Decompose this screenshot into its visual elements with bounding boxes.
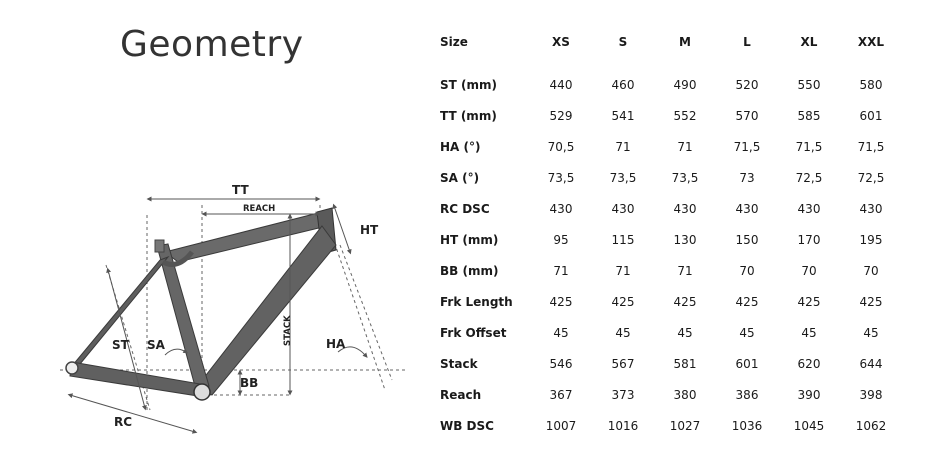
table-row (432, 100, 902, 131)
table-cell: 390 (797, 387, 821, 402)
table-cell: 73,5 (547, 170, 575, 185)
table-cell: 520 (735, 77, 759, 92)
table-cell: 430 (859, 201, 883, 216)
table-cell: 601 (859, 108, 883, 123)
label-tt: TT (232, 183, 249, 197)
table-cell: 460 (611, 77, 635, 92)
table-cell: 425 (735, 294, 759, 309)
table-cell: 73 (739, 170, 755, 185)
label-bb: BB (240, 376, 259, 390)
table-cell: 71,5 (733, 139, 761, 154)
table-cell: 570 (735, 108, 759, 123)
table-cell: 550 (797, 77, 821, 92)
table-cell: 70,5 (547, 139, 575, 154)
table-cell: 386 (735, 387, 759, 402)
table-cell: 581 (673, 356, 697, 371)
table-cell: 398 (859, 387, 883, 402)
label-ht: HT (360, 223, 379, 237)
table-cell: 529 (549, 108, 573, 123)
table-cell: 425 (797, 294, 821, 309)
table-body (432, 58, 902, 441)
table-cell: 70 (863, 263, 879, 278)
size-col-m: M (679, 35, 691, 49)
table-cell: 425 (549, 294, 573, 309)
row-label: SA (°) (440, 170, 480, 185)
table-cell: 1027 (669, 418, 701, 433)
table-cell: 150 (735, 232, 759, 247)
table-cell: 45 (863, 325, 879, 340)
table-cell: 425 (859, 294, 883, 309)
table-cell: 71 (615, 263, 631, 278)
table-cell: 71,5 (795, 139, 823, 154)
table-cell: 430 (611, 201, 635, 216)
table-cell: 430 (797, 201, 821, 216)
table-cell: 195 (859, 232, 883, 247)
table-row (432, 224, 902, 255)
row-label: Stack (440, 356, 478, 371)
table-cell: 367 (549, 387, 573, 402)
row-label: WB DSC (440, 418, 494, 433)
size-col-xs: XS (552, 35, 570, 49)
table-cell: 552 (673, 108, 697, 123)
table-cell: 45 (615, 325, 631, 340)
page-title: Geometry (120, 24, 304, 65)
table-cell: 380 (673, 387, 697, 402)
table-cell: 430 (735, 201, 759, 216)
size-col-xl: XL (800, 35, 818, 49)
table-cell: 373 (611, 387, 635, 402)
table-cell: 71 (677, 263, 693, 278)
table-row (432, 317, 902, 348)
table-row (432, 379, 902, 410)
size-header: Size (440, 35, 468, 49)
row-label: Reach (440, 387, 482, 402)
table-cell: 70 (739, 263, 755, 278)
table-cell: 1007 (545, 418, 577, 433)
table-cell: 72,5 (795, 170, 823, 185)
table-cell: 71 (553, 263, 569, 278)
row-label: Frk Offset (440, 325, 507, 340)
table-header-row (432, 26, 902, 58)
table-cell: 45 (677, 325, 693, 340)
frame-geometry-diagram (55, 175, 415, 445)
table-cell: 440 (549, 77, 573, 92)
table-cell: 490 (673, 77, 697, 92)
table-cell: 95 (553, 232, 569, 247)
table-cell: 620 (797, 356, 821, 371)
label-reach: REACH (243, 204, 276, 214)
table-cell: 73,5 (671, 170, 699, 185)
table-cell: 585 (797, 108, 821, 123)
label-stack: STACK (283, 315, 293, 346)
table-cell: 170 (797, 232, 821, 247)
table-cell: 72,5 (857, 170, 885, 185)
table-cell: 73,5 (609, 170, 637, 185)
table-row (432, 131, 902, 162)
label-ha: HA (326, 337, 346, 351)
table-cell: 541 (611, 108, 635, 123)
table-cell: 425 (673, 294, 697, 309)
table-row (432, 193, 902, 224)
table-cell: 1016 (607, 418, 639, 433)
size-col-l: L (743, 35, 751, 49)
row-label: HA (°) (440, 139, 481, 154)
bike-frame (66, 208, 336, 400)
table-cell: 430 (673, 201, 697, 216)
table-cell: 70 (801, 263, 817, 278)
geometry-table (432, 26, 902, 441)
table-cell: 601 (735, 356, 759, 371)
table-cell: 644 (859, 356, 883, 371)
table-row (432, 69, 902, 100)
table-cell: 45 (553, 325, 569, 340)
table-cell: 45 (801, 325, 817, 340)
table-cell: 1036 (731, 418, 763, 433)
table-cell: 71 (677, 139, 693, 154)
size-col-s: S (618, 35, 628, 49)
table-row (432, 255, 902, 286)
label-rc: RC (114, 415, 133, 429)
size-col-xxl: XXL (857, 35, 885, 49)
table-row (432, 162, 902, 193)
table-cell: 425 (611, 294, 635, 309)
table-cell: 546 (549, 356, 573, 371)
label-st: ST (112, 338, 129, 352)
table-cell: 115 (611, 232, 635, 247)
table-cell: 130 (673, 232, 697, 247)
row-label: TT (mm) (440, 108, 497, 123)
row-label: HT (mm) (440, 232, 499, 247)
table-cell: 430 (549, 201, 573, 216)
table-row (432, 348, 902, 379)
table-cell: 1045 (793, 418, 825, 433)
table-row (432, 410, 902, 441)
table-row (432, 286, 902, 317)
table-cell: 71 (615, 139, 631, 154)
table-cell: 45 (739, 325, 755, 340)
table-cell: 567 (611, 356, 635, 371)
label-sa: SA (147, 338, 165, 352)
row-label: BB (mm) (440, 263, 499, 278)
row-label: RC DSC (440, 201, 490, 216)
row-label: Frk Length (440, 294, 513, 309)
table-cell: 71,5 (857, 139, 885, 154)
row-label: ST (mm) (440, 77, 497, 92)
table-cell: 580 (859, 77, 883, 92)
table-cell: 1062 (855, 418, 887, 433)
